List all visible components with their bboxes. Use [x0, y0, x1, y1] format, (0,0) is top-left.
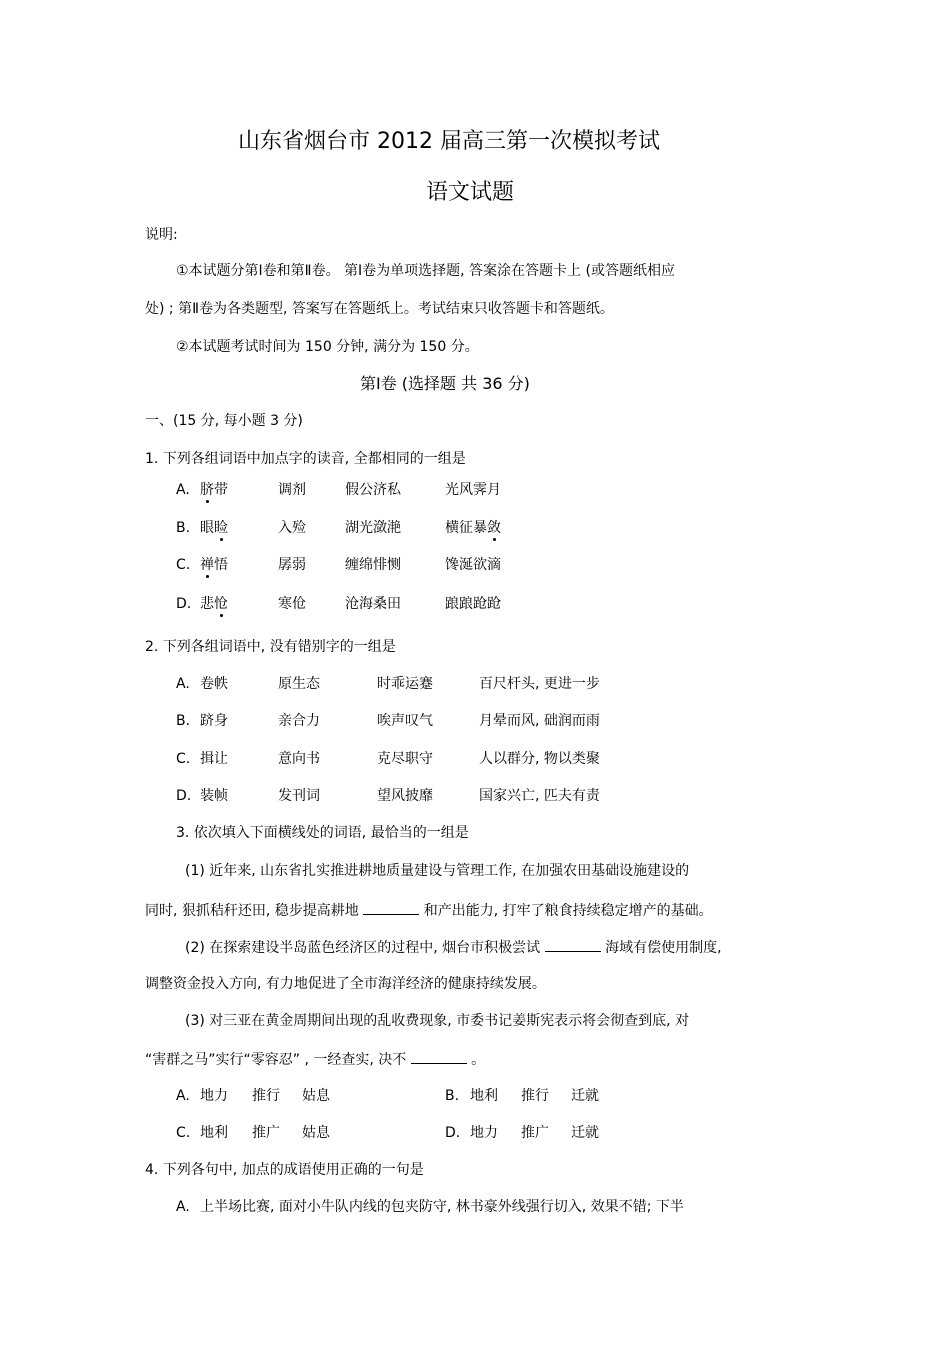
dotted-char: 睑	[214, 520, 228, 536]
plain-char: 带	[214, 482, 228, 498]
plain-char: 调剂	[278, 482, 306, 498]
option-label: A.	[176, 1199, 190, 1215]
word-prefix: 光风霁	[445, 482, 487, 498]
word-prefix: 馋涎欲滴	[445, 557, 501, 573]
option-cell: 时乖运蹇	[377, 676, 433, 692]
option-label: A.	[176, 482, 190, 498]
option-cell: 卷帙	[200, 676, 228, 692]
option-cell: 跻身	[200, 713, 228, 729]
q3-para2-line1	[185, 939, 722, 955]
option-word-3	[345, 483, 401, 497]
word-prefix: 湖光潋	[345, 520, 387, 536]
option-word-3	[345, 558, 401, 572]
option-label: D.	[176, 788, 192, 804]
option-word-1	[200, 597, 228, 611]
notes-item1-line2: 处) ; 第Ⅱ卷为各类题型, 答案写在答题纸上。考试结束只收答题卡和答题纸。	[145, 301, 614, 317]
option-cell: 装帧	[200, 788, 228, 804]
notes-heading: 说明:	[145, 227, 178, 243]
option-word-2	[278, 558, 306, 572]
plain-char: 孱弱	[278, 557, 306, 573]
plain-char: 眼	[200, 520, 214, 536]
word-prefix: 横征暴	[445, 520, 487, 536]
option-cell: 揖让	[200, 751, 228, 767]
option-word: 地力	[470, 1125, 498, 1141]
exam-subtitle: 语文试题	[426, 180, 515, 205]
text-after-blank: 和产出能力, 打牢了粮食持续稳定增产的基础。	[423, 903, 713, 919]
option-label: C.	[176, 751, 191, 767]
q3-para2-line2: 调整资金投入方向, 有力地促进了全市海洋经济的健康持续发展。	[145, 976, 546, 992]
option-word: 姑息	[302, 1125, 330, 1141]
word-suffix: 私	[387, 482, 401, 498]
option-label: B.	[176, 520, 191, 536]
q3-para1-line1: (1) 近年来, 山东省扎实推进耕地质量建设与管理工作, 在加强农田基础设施建设的	[185, 863, 690, 879]
option-cell: 唉声叹气	[377, 713, 433, 729]
option-text: 上半场比赛, 面对小牛队内线的包夹防守, 林书豪外线强行切入, 效果不错; 下半	[200, 1199, 684, 1215]
plain-char: 悟	[214, 557, 228, 573]
word-suffix: 月	[487, 482, 501, 498]
option-word: 推广	[252, 1125, 280, 1141]
q3-para1-line2	[145, 902, 713, 918]
option-word: 地力	[200, 1088, 228, 1104]
q2-stem: 2. 下列各组词语中, 没有错别字的一组是	[145, 639, 396, 655]
option-word: 推行	[521, 1088, 549, 1104]
option-label: C.	[176, 1125, 191, 1141]
word-prefix: 沧海桑田	[345, 596, 401, 612]
option-word-4	[445, 483, 501, 497]
option-word-4	[445, 521, 501, 535]
option-cell: 克尽职守	[377, 751, 433, 767]
option-cell: 人以群分, 物以类聚	[479, 751, 600, 767]
word-prefix: 缠绵悱恻	[345, 557, 401, 573]
option-word-1	[200, 521, 228, 535]
option-word: 地利	[470, 1088, 498, 1104]
option-label: D.	[445, 1125, 461, 1141]
notes-item2: ②本试题考试时间为 150 分钟, 满分为 150 分。	[176, 339, 479, 355]
option-word-3	[345, 597, 401, 611]
option-label: B.	[176, 713, 191, 729]
option-word-2	[278, 597, 306, 611]
option-word-4	[445, 597, 501, 611]
word-suffix: 跄	[487, 596, 501, 612]
word-suffix: 滟	[387, 520, 401, 536]
option-word-4	[445, 558, 501, 572]
option-cell: 原生态	[278, 676, 320, 692]
answer-blank-3	[411, 1051, 467, 1064]
option-cell: 意向书	[278, 751, 320, 767]
plain-char: 悲	[200, 596, 214, 612]
option-label: A.	[176, 676, 190, 692]
q3-para3-line1: (3) 对三亚在黄金周期间出现的乱收费现象, 市委书记姜斯宪表示将会彻查到底, 对	[185, 1013, 690, 1029]
option-word-1	[200, 558, 228, 572]
q3-para3-line2	[145, 1051, 485, 1067]
plain-char: 入殓	[278, 520, 306, 536]
option-cell: 望风披靡	[377, 788, 433, 804]
option-word: 推行	[252, 1088, 280, 1104]
option-label: A.	[176, 1088, 190, 1104]
dotted-char: 敛	[487, 520, 501, 536]
dotted-char: 脐	[200, 482, 214, 498]
option-label: C.	[176, 557, 191, 573]
option-word: 推广	[521, 1125, 549, 1141]
plain-char: 寒伧	[278, 596, 306, 612]
option-word: 地利	[200, 1125, 228, 1141]
option-word-3	[345, 521, 401, 535]
answer-blank-2	[545, 939, 601, 952]
answer-blank-1	[363, 902, 419, 915]
option-word: 迁就	[571, 1088, 599, 1104]
word-prefix: 假公济	[345, 482, 387, 498]
dotted-char: 禅	[200, 557, 214, 573]
notes-item1-line1: ①本试题分第Ⅰ卷和第Ⅱ卷。 第Ⅰ卷为单项选择题, 答案涂在答题卡上 (或答题纸相应	[176, 263, 675, 279]
section1-title: 第Ⅰ卷 (选择题 共 36 分)	[360, 374, 530, 393]
q1-stem: 1. 下列各组词语中加点字的读音, 全都相同的一组是	[145, 451, 466, 467]
option-cell: 发刊词	[278, 788, 320, 804]
exam-title: 山东省烟台市 2012 届高三第一次模拟考试	[238, 129, 660, 154]
text-after-blank: 。	[471, 1052, 486, 1068]
text-after-blank: 海域有偿使用制度,	[605, 940, 722, 956]
dotted-char: 怆	[214, 596, 228, 612]
option-cell: 亲合力	[278, 713, 320, 729]
option-cell: 月晕而风, 础润而雨	[479, 713, 600, 729]
option-word-2	[278, 483, 306, 497]
option-label: D.	[176, 596, 192, 612]
part1-heading: 一、(15 分, 每小题 3 分)	[145, 413, 303, 429]
q4-stem: 4. 下列各句中, 加点的成语使用正确的一句是	[145, 1162, 424, 1178]
text-before-blank: (2) 在探索建设半岛蓝色经济区的过程中, 烟台市积极尝试	[185, 940, 541, 956]
option-cell: 百尺杆头, 更进一步	[479, 676, 600, 692]
option-word-2	[278, 521, 306, 535]
text-before-blank: “害群之马”实行“零容忍” , 一经查实, 决不	[145, 1052, 407, 1068]
option-word: 姑息	[302, 1088, 330, 1104]
option-label: B.	[445, 1088, 460, 1104]
option-cell: 国家兴亡, 匹夫有责	[479, 788, 600, 804]
option-word-1	[200, 483, 228, 497]
word-prefix: 踉踉跄	[445, 596, 487, 612]
option-word: 迁就	[571, 1125, 599, 1141]
q3-stem: 3. 依次填入下面横线处的词语, 最恰当的一组是	[176, 825, 469, 841]
text-before-blank: 同时, 狠抓秸秆还田, 稳步提高耕地	[145, 903, 359, 919]
